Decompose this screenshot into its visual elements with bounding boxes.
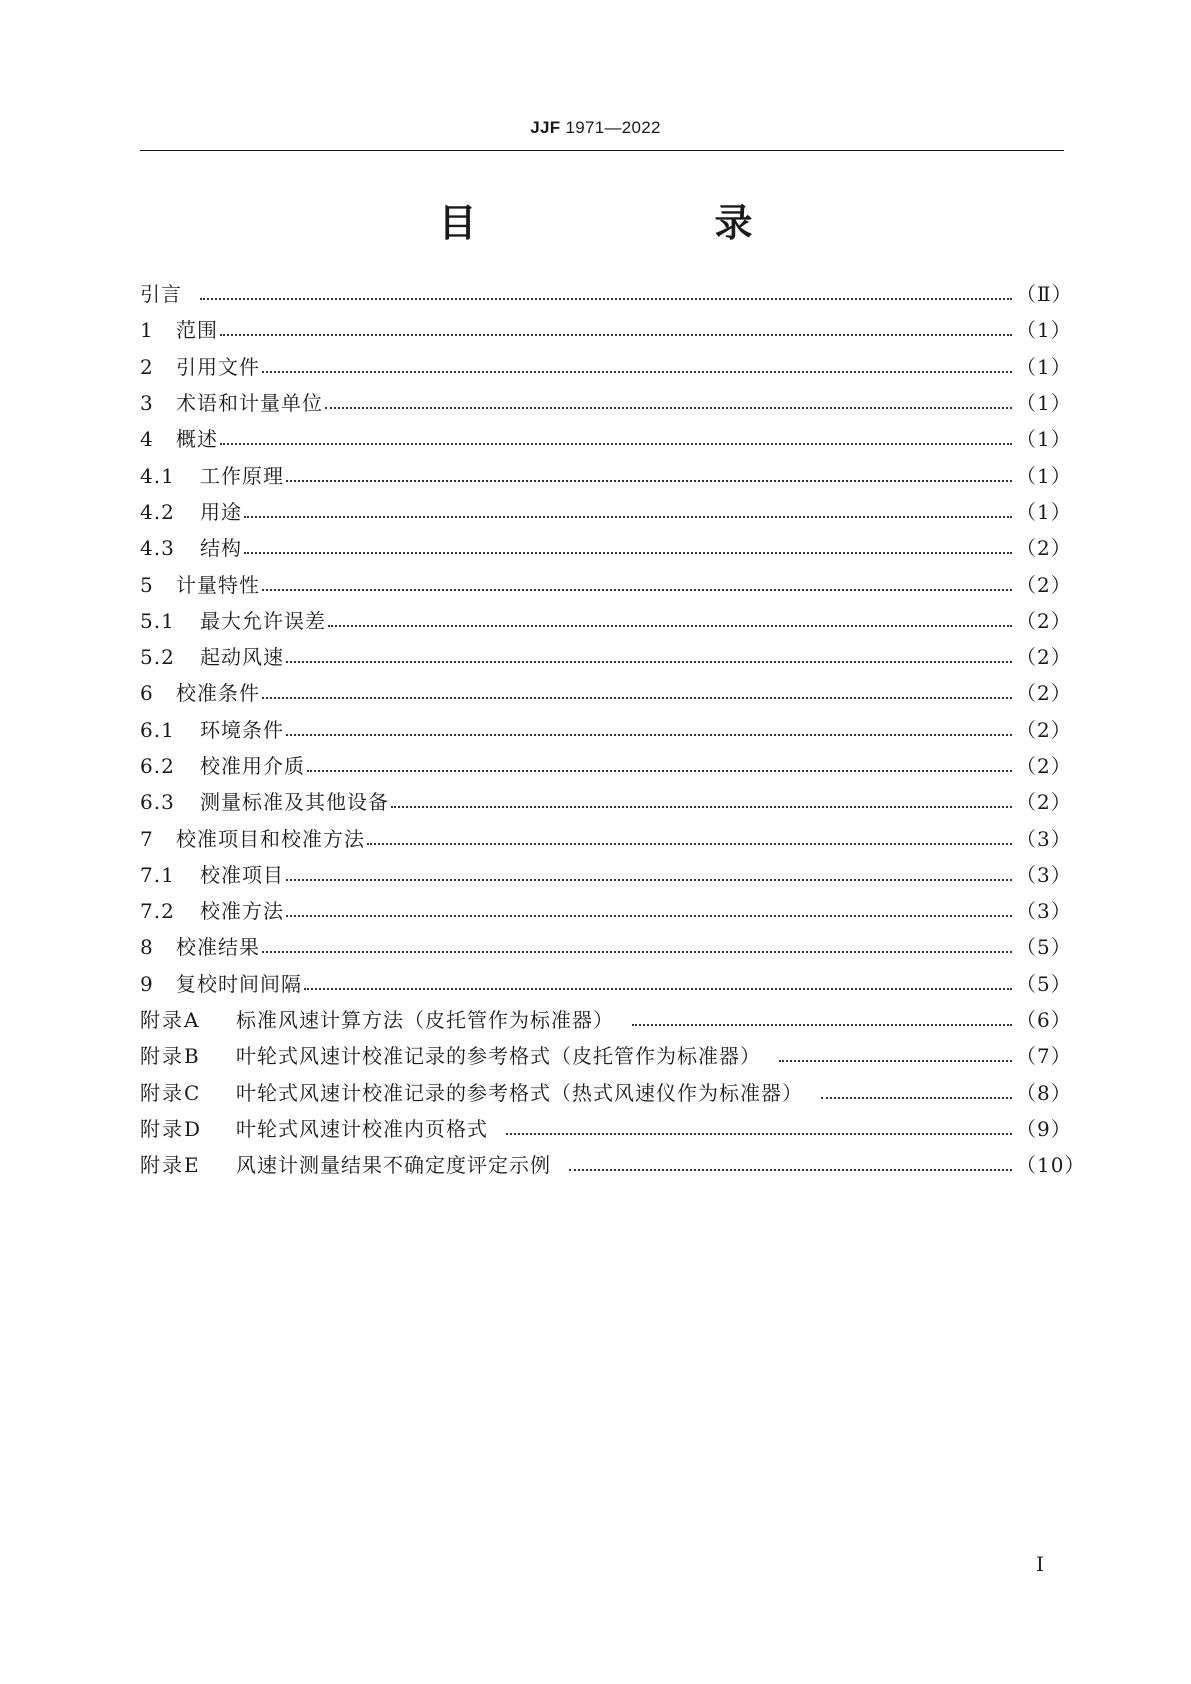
- toc-leader-dots: [286, 480, 1012, 482]
- toc-entry-page: （2）: [1016, 717, 1072, 742]
- toc-entry-7-1[interactable]: [140, 857, 1072, 893]
- toc-entry-text: 工作原理: [200, 463, 284, 488]
- toc-entry-number: 附录C: [140, 1080, 202, 1105]
- toc-leader-dots: [821, 1097, 1012, 1099]
- toc-leader-dots: [307, 770, 1012, 772]
- toc-entry-number: 2: [140, 354, 154, 379]
- toc-entry-4-3[interactable]: [140, 530, 1072, 566]
- toc-entry-number: 9: [140, 971, 154, 996]
- toc-leader-dots: [569, 1169, 1012, 1171]
- toc-entry-page: （2）: [1016, 645, 1072, 670]
- toc-entry-page: （9）: [1016, 1116, 1072, 1141]
- toc-entry-page: （1）: [1016, 318, 1072, 343]
- toc-leader-dots: [244, 552, 1012, 554]
- toc-entry-appendix-d[interactable]: [140, 1111, 1072, 1147]
- toc-entry-number: 7: [140, 826, 154, 851]
- toc-entry-4[interactable]: [140, 421, 1072, 457]
- toc-entry-7-2[interactable]: [140, 893, 1072, 929]
- toc-entry-number: 6.2: [140, 754, 175, 778]
- toc-entry-number: 1: [140, 318, 154, 343]
- toc-leader-dots: [632, 1024, 1012, 1026]
- toc-entry-text: 起动风速: [200, 645, 284, 670]
- toc-entry-text: 概述: [176, 427, 218, 452]
- toc-entry-text: 环境条件: [200, 717, 284, 742]
- toc-entry-number: 6: [140, 681, 154, 706]
- toc-leader-dots: [391, 806, 1012, 808]
- toc-entry-text: 校准项目: [200, 862, 284, 887]
- toc-entry-page: （1）: [1016, 427, 1072, 452]
- toc-entry-9[interactable]: [140, 966, 1072, 1002]
- toc-leader-dots: [286, 879, 1012, 881]
- toc-entry-text: 叶轮式风速计校准记录的参考格式（热式风速仪作为标准器）: [236, 1080, 803, 1105]
- toc-entry-number: 4.3: [140, 536, 175, 561]
- toc-entry-number: 3: [140, 391, 154, 416]
- toc-entry-page: （5）: [1016, 971, 1072, 996]
- toc-entry-text: 范围: [176, 318, 218, 343]
- toc-entry-4-2[interactable]: [140, 494, 1072, 530]
- toc-entry-text: 测量标准及其他设备: [200, 790, 389, 815]
- toc-leader-dots: [200, 298, 1012, 300]
- toc-entry-page: （2）: [1016, 572, 1072, 597]
- toc-entry-text: 引用文件: [176, 354, 260, 379]
- toc-entry-6-3[interactable]: [140, 784, 1072, 820]
- toc-entry-page: （7）: [1016, 1044, 1072, 1069]
- toc-entry-number: 7.2: [140, 899, 175, 924]
- toc-entry-text: 校准项目和校准方法: [176, 826, 365, 851]
- toc-leader-dots: [286, 661, 1012, 663]
- toc-leader-dots: [506, 1133, 1012, 1135]
- running-header: [0, 118, 1191, 138]
- standard-code: JJF: [530, 118, 561, 137]
- toc-entry-number: 4.1: [140, 463, 175, 488]
- toc-entry-6-2[interactable]: [140, 748, 1072, 784]
- toc-entry-8[interactable]: [140, 929, 1072, 965]
- toc-entry-text: 引言: [140, 282, 182, 307]
- toc-entry-page: （1）: [1016, 391, 1072, 416]
- toc-entry-introduction[interactable]: [140, 276, 1073, 312]
- toc-entry-number: 附录D: [140, 1116, 203, 1141]
- toc-entry-text: 复校时间间隔: [176, 971, 302, 996]
- toc-entry-appendix-a[interactable]: [140, 1002, 1072, 1038]
- toc-entry-page: （2）: [1016, 790, 1072, 815]
- toc-entry-page: （10）: [1016, 1153, 1086, 1178]
- toc-entry-text: 用途: [200, 499, 242, 524]
- toc-entry-number: 4.2: [140, 499, 175, 524]
- header-rule: [140, 150, 1064, 151]
- toc-entry-text: 校准方法: [200, 899, 284, 924]
- toc-entry-appendix-c[interactable]: [140, 1075, 1072, 1111]
- toc-entry-1[interactable]: [140, 312, 1072, 348]
- toc-entry-number: 5.1: [140, 608, 175, 633]
- toc-entry-text: 叶轮式风速计校准内页格式: [236, 1116, 488, 1141]
- toc-entry-text: 校准结果: [176, 935, 260, 960]
- toc-entry-number: 5: [140, 572, 154, 597]
- toc-entry-text: 风速计测量结果不确定度评定示例: [236, 1153, 551, 1178]
- toc-entry-3[interactable]: [140, 385, 1072, 421]
- toc-leader-dots: [262, 697, 1012, 699]
- toc-entry-text: 校准条件: [176, 681, 260, 706]
- toc-entry-5-2[interactable]: [140, 639, 1072, 675]
- toc-entry-number: 8: [140, 935, 154, 960]
- toc-entry-page: （8）: [1016, 1080, 1072, 1105]
- toc-leader-dots: [220, 443, 1012, 445]
- table-of-contents: [140, 276, 1086, 1183]
- toc-entry-7[interactable]: [140, 820, 1072, 856]
- toc-leader-dots: [779, 1060, 1012, 1062]
- toc-entry-text: 叶轮式风速计校准记录的参考格式（皮托管作为标准器）: [236, 1044, 761, 1069]
- toc-entry-6-1[interactable]: [140, 712, 1072, 748]
- toc-entry-5[interactable]: [140, 566, 1072, 602]
- toc-entry-text: 最大允许误差: [200, 608, 326, 633]
- toc-entry-page: （Ⅱ）: [1016, 282, 1073, 307]
- toc-entry-appendix-b[interactable]: [140, 1038, 1072, 1074]
- toc-leader-dots: [262, 951, 1012, 953]
- toc-entry-page: （6）: [1016, 1008, 1072, 1033]
- toc-entry-page: （1）: [1016, 354, 1072, 379]
- toc-leader-dots: [328, 625, 1012, 627]
- toc-entry-number: 附录A: [140, 1008, 201, 1033]
- toc-entry-page: （2）: [1016, 754, 1072, 778]
- toc-entry-number: 7.1: [140, 862, 175, 887]
- toc-entry-text: 校准用介质: [200, 754, 305, 778]
- toc-entry-number: 附录B: [140, 1044, 201, 1069]
- toc-leader-dots: [304, 988, 1012, 990]
- toc-entry-text: 术语和计量单位: [176, 391, 323, 416]
- toc-entry-text: 标准风速计算方法（皮托管作为标准器）: [236, 1008, 614, 1033]
- toc-entry-number: 6.3: [140, 790, 175, 815]
- toc-entry-number: 6.1: [140, 717, 175, 742]
- toc-entry-number: 5.2: [140, 645, 175, 670]
- toc-entry-page: （1）: [1016, 463, 1072, 488]
- toc-entry-text: 结构: [200, 536, 242, 561]
- toc-entry-2[interactable]: [140, 349, 1072, 385]
- toc-leader-dots: [262, 589, 1012, 591]
- toc-leader-dots: [325, 407, 1012, 409]
- toc-entry-number: 4: [140, 427, 154, 452]
- standard-number: 1971—2022: [565, 118, 661, 137]
- toc-entry-page: （2）: [1016, 681, 1072, 706]
- toc-entry-number: 附录E: [140, 1153, 201, 1178]
- toc-entry-text: 计量特性: [176, 572, 260, 597]
- toc-entry-4-1[interactable]: [140, 457, 1072, 493]
- toc-entry-page: （2）: [1016, 608, 1072, 633]
- page-title: 目 录: [438, 201, 807, 245]
- toc-leader-dots: [220, 334, 1012, 336]
- toc-entry-page: （3）: [1016, 826, 1072, 851]
- toc-leader-dots: [244, 516, 1012, 518]
- toc-leader-dots: [286, 915, 1012, 917]
- toc-entry-page: （5）: [1016, 935, 1072, 960]
- toc-leader-dots: [262, 371, 1012, 373]
- toc-entry-page: （2）: [1016, 536, 1072, 561]
- page-number: Ⅰ: [1036, 1552, 1044, 1576]
- toc-entry-page: （1）: [1016, 499, 1072, 524]
- toc-leader-dots: [367, 843, 1012, 845]
- toc-entry-5-1[interactable]: [140, 603, 1072, 639]
- toc-entry-page: （3）: [1016, 862, 1072, 887]
- toc-leader-dots: [286, 734, 1012, 736]
- toc-entry-page: （3）: [1016, 899, 1072, 924]
- toc-entry-6[interactable]: [140, 675, 1072, 711]
- toc-entry-appendix-e[interactable]: [140, 1147, 1086, 1183]
